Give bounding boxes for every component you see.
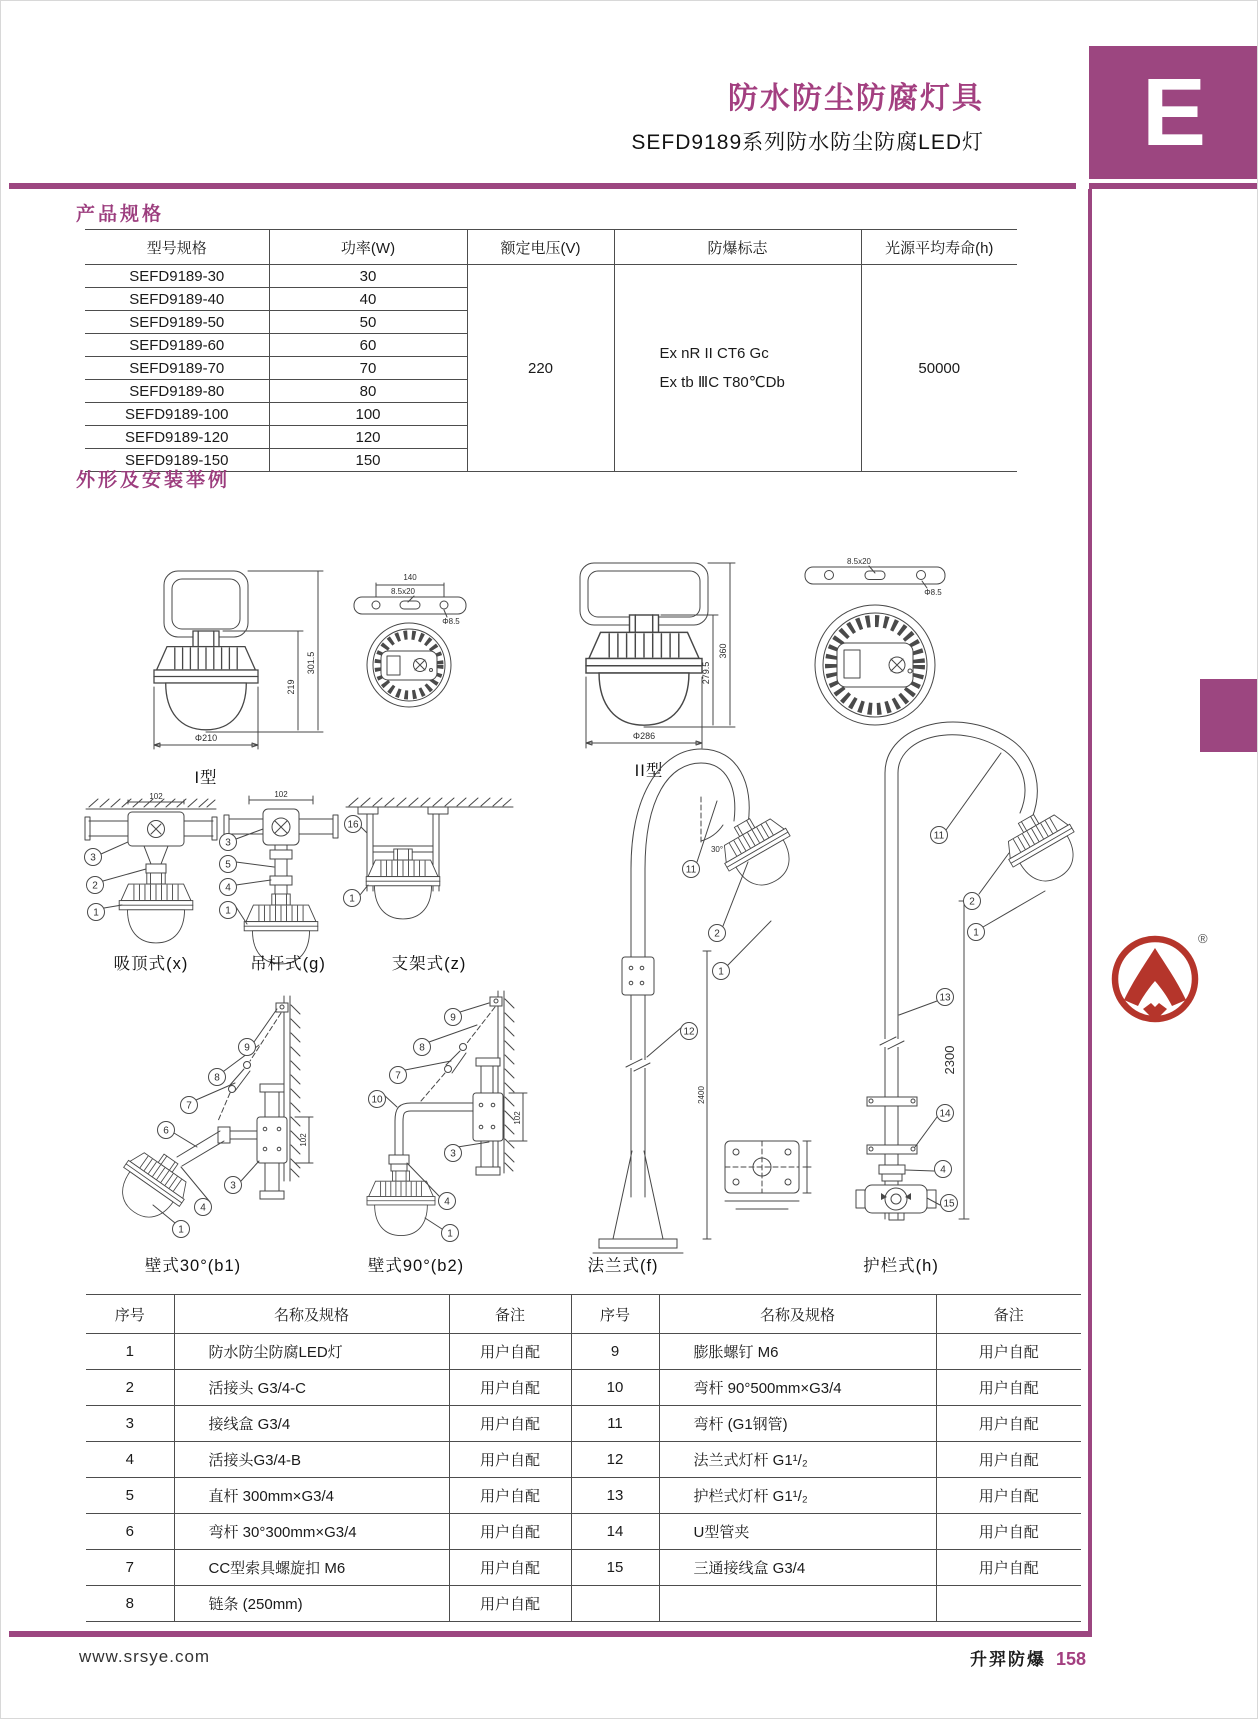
callout-15 bbox=[941, 1195, 958, 1212]
figure-ceiling-mount bbox=[85, 792, 218, 973]
svg-text:7: 7 bbox=[186, 1100, 192, 1112]
callout-3 bbox=[220, 834, 237, 851]
dim-2400: 2400 bbox=[697, 1086, 706, 1104]
spec-row: SEFD9189-70 70 bbox=[85, 357, 1017, 380]
svg-text:8: 8 bbox=[419, 1042, 425, 1054]
figure-wall-30 bbox=[106, 996, 313, 1275]
spec-section-heading: 产品规格 bbox=[76, 204, 165, 225]
callout-2 bbox=[964, 893, 981, 910]
logo-mountain-icon bbox=[1124, 948, 1186, 1006]
figure-type2-top bbox=[805, 557, 945, 725]
svg-text:7: 7 bbox=[395, 1070, 401, 1082]
svg-text:1: 1 bbox=[225, 905, 231, 917]
spec-row: SEFD9189-100 100 bbox=[85, 403, 1017, 426]
footer-brand: 升羿防爆 bbox=[969, 1650, 1046, 1669]
callout-7 bbox=[181, 1097, 198, 1114]
dim-hole-1: Φ8.5 bbox=[442, 617, 460, 626]
svg-text:11: 11 bbox=[933, 830, 945, 842]
figure-label-type2: II型 bbox=[634, 762, 664, 780]
dim-hole-2: Φ8.5 bbox=[924, 588, 942, 597]
svg-text:8: 8 bbox=[214, 1072, 220, 1084]
figure-label-ceiling: 吸顶式(x) bbox=[113, 955, 189, 973]
header bbox=[631, 73, 984, 156]
figure-type1-top bbox=[354, 573, 466, 707]
parts-row: 7 CC型索具螺旋扣 M6 用户自配 15 三通接线盒 G3/4 用户自配 bbox=[86, 1550, 1081, 1586]
figure-bracket-mount bbox=[344, 798, 514, 973]
svg-text:1: 1 bbox=[178, 1224, 184, 1236]
dim-2300: 2300 bbox=[942, 1045, 957, 1075]
dim-dia286: Φ286 bbox=[632, 731, 656, 741]
callout-1 bbox=[173, 1221, 190, 1238]
svg-text:16: 16 bbox=[347, 819, 359, 831]
callout-8 bbox=[209, 1069, 226, 1086]
side-index-tab bbox=[1200, 679, 1258, 752]
callout-7 bbox=[390, 1067, 407, 1084]
spec-row: SEFD9189-40 40 bbox=[85, 288, 1017, 311]
header-rule-right bbox=[1089, 183, 1258, 189]
footer-page-number: 158 bbox=[1055, 1649, 1086, 1669]
parts-row: 6 弯杆 30°300mm×G3/4 用户自配 14 U型管夹 用户自配 bbox=[86, 1514, 1081, 1550]
spec-row: SEFD9189-60 60 bbox=[85, 334, 1017, 357]
figure-type2-front bbox=[580, 563, 735, 780]
svg-text:1: 1 bbox=[973, 927, 979, 939]
registered-mark: ® bbox=[1198, 931, 1208, 946]
svg-text:12: 12 bbox=[683, 1026, 695, 1038]
dim-102-x: 102 bbox=[149, 792, 163, 801]
figure-pendant-rod bbox=[220, 790, 339, 973]
figure-label-wall90: 壁式90°(b2) bbox=[367, 1257, 465, 1275]
dim-slot-2: 8.5x20 bbox=[846, 557, 872, 566]
callout-2 bbox=[709, 925, 726, 942]
callout-3 bbox=[445, 1145, 462, 1162]
callout-13 bbox=[937, 989, 954, 1006]
parts-row: 3 接线盒 G3/4 用户自配 11 弯杆 (G1钢管) 用户自配 bbox=[86, 1406, 1081, 1442]
spec-row: SEFD9189-50 50 bbox=[85, 311, 1017, 334]
parts-row: 8 链条 (250mm) 用户自配 bbox=[86, 1586, 1081, 1622]
svg-text:6: 6 bbox=[163, 1125, 169, 1137]
dim-102-b1: 102 bbox=[299, 1133, 308, 1147]
callout-14 bbox=[937, 1105, 954, 1122]
spec-row: SEFD9189-120 120 bbox=[85, 426, 1017, 449]
figure-label-bracket: 支架式(z) bbox=[391, 955, 467, 973]
svg-text:9: 9 bbox=[244, 1042, 250, 1054]
svg-text:3: 3 bbox=[90, 852, 96, 864]
svg-text:1: 1 bbox=[349, 893, 355, 905]
figure-label-guardrail: 护栏式(h) bbox=[863, 1257, 939, 1275]
parts-row: 1 防水防尘防腐LED灯 用户自配 9 膨胀螺钉 M6 用户自配 bbox=[86, 1334, 1081, 1370]
svg-text:5: 5 bbox=[225, 859, 231, 871]
callout-6 bbox=[158, 1122, 175, 1139]
callout-5 bbox=[220, 856, 237, 873]
dim-219: 219 bbox=[286, 679, 296, 695]
callout-10 bbox=[369, 1091, 386, 1108]
footer-rule bbox=[9, 1631, 1092, 1637]
page-title: 防水防尘防腐灯具 bbox=[728, 82, 984, 115]
callout-9 bbox=[445, 1009, 462, 1026]
figure-guardrail-pole bbox=[856, 722, 1090, 1275]
figure-label-flange: 法兰式(f) bbox=[587, 1257, 659, 1275]
callout-4 bbox=[935, 1161, 952, 1178]
svg-text:4: 4 bbox=[444, 1196, 450, 1208]
dim-360: 360 bbox=[718, 643, 728, 659]
callout-8 bbox=[414, 1039, 431, 1056]
svg-text:15: 15 bbox=[943, 1198, 955, 1210]
callout-16 bbox=[345, 816, 362, 833]
svg-text:3: 3 bbox=[225, 837, 231, 849]
svg-text:4: 4 bbox=[200, 1202, 206, 1214]
header-rule-left bbox=[9, 183, 1076, 189]
svg-text:3: 3 bbox=[450, 1148, 456, 1160]
callout-4 bbox=[439, 1193, 456, 1210]
ex-mark-cell: Ex nR II CT6 Gc Ex tb ⅢC T80℃Db bbox=[614, 265, 861, 472]
dim-102-b2: 102 bbox=[513, 1111, 522, 1125]
footer-website: www.srsye.com bbox=[79, 1647, 211, 1666]
installation-drawings bbox=[61, 493, 1091, 1288]
lifetime-cell: 50000 bbox=[861, 265, 1017, 472]
page-subtitle: SEFD9189系列防水防尘防腐LED灯 bbox=[631, 131, 984, 154]
section-letter-tab: E bbox=[1089, 46, 1258, 179]
figure-flange-pole bbox=[587, 749, 811, 1275]
svg-text:3: 3 bbox=[230, 1180, 236, 1192]
svg-text:13: 13 bbox=[939, 992, 951, 1004]
spec-table bbox=[85, 229, 1017, 472]
callout-12 bbox=[681, 1023, 698, 1040]
dim-301-5: 301.5 bbox=[306, 651, 316, 675]
callout-3 bbox=[225, 1177, 242, 1194]
svg-text:4: 4 bbox=[225, 882, 231, 894]
dim-slot-1: 8.5x20 bbox=[390, 587, 416, 596]
callout-4 bbox=[220, 879, 237, 896]
dim-angle-30: 30° bbox=[710, 845, 724, 854]
callout-1 bbox=[88, 904, 105, 921]
figure-label-wall30: 壁式30°(b1) bbox=[144, 1257, 242, 1275]
dim-102-g: 102 bbox=[274, 790, 288, 799]
svg-text:2: 2 bbox=[92, 880, 98, 892]
svg-text:1: 1 bbox=[447, 1228, 453, 1240]
dim-279-5: 279.5 bbox=[701, 661, 711, 685]
callout-3 bbox=[85, 849, 102, 866]
spec-row: SEFD9189-30 30 220 Ex nR II CT6 Gc Ex tb ⅢC T80℃Db 50000 bbox=[85, 265, 1017, 288]
svg-text:2: 2 bbox=[714, 928, 720, 940]
callout-11 bbox=[683, 861, 700, 878]
parts-row: 5 直杆 300mm×G3/4 用户自配 13 护栏式灯杆 G1¹/₂ 用户自配 bbox=[86, 1478, 1081, 1514]
callout-1 bbox=[220, 902, 237, 919]
svg-text:10: 10 bbox=[371, 1094, 383, 1106]
callout-4 bbox=[195, 1199, 212, 1216]
figure-label-type1: I型 bbox=[194, 769, 218, 787]
svg-text:11: 11 bbox=[685, 864, 697, 876]
callout-9 bbox=[239, 1039, 256, 1056]
parts-table bbox=[86, 1294, 1081, 1622]
drawing-section-heading: 外形及安装举例 bbox=[76, 470, 231, 491]
parts-row: 2 活接头 G3/4-C 用户自配 10 弯杆 90°500mm×G3/4 用户自配 bbox=[86, 1370, 1081, 1406]
brand-logo bbox=[1105, 927, 1215, 1027]
svg-text:2: 2 bbox=[969, 896, 975, 908]
svg-text:9: 9 bbox=[450, 1012, 456, 1024]
svg-text:14: 14 bbox=[939, 1108, 951, 1120]
spec-row: SEFD9189-80 80 bbox=[85, 380, 1017, 403]
dim-140: 140 bbox=[403, 573, 417, 582]
figure-label-pendant: 吊杆式(g) bbox=[250, 955, 326, 973]
svg-text:4: 4 bbox=[940, 1164, 946, 1176]
svg-text:1: 1 bbox=[93, 907, 99, 919]
spec-row: SEFD9189-150 150 bbox=[85, 449, 1017, 472]
callout-2 bbox=[87, 877, 104, 894]
callout-1 bbox=[713, 963, 730, 980]
callout-1 bbox=[442, 1225, 459, 1242]
callout-11 bbox=[931, 827, 948, 844]
spec-header-row: 型号规格 功率(W) 额定电压(V) 防爆标志 光源平均寿命(h) bbox=[85, 230, 1017, 265]
dim-dia210: Φ210 bbox=[194, 733, 218, 743]
svg-text:1: 1 bbox=[718, 966, 724, 978]
footer-right bbox=[970, 1645, 1086, 1670]
callout-1 bbox=[344, 890, 361, 907]
voltage-cell: 220 bbox=[467, 265, 614, 472]
figure-type1-front bbox=[154, 571, 323, 787]
parts-row: 4 活接头G3/4-B 用户自配 12 法兰式灯杆 G1¹/₂ 用户自配 bbox=[86, 1442, 1081, 1478]
callout-1 bbox=[968, 924, 985, 941]
parts-header-row: 序号 名称及规格 备注 序号 名称及规格 备注 bbox=[86, 1295, 1081, 1334]
figure-wall-90 bbox=[367, 991, 527, 1275]
